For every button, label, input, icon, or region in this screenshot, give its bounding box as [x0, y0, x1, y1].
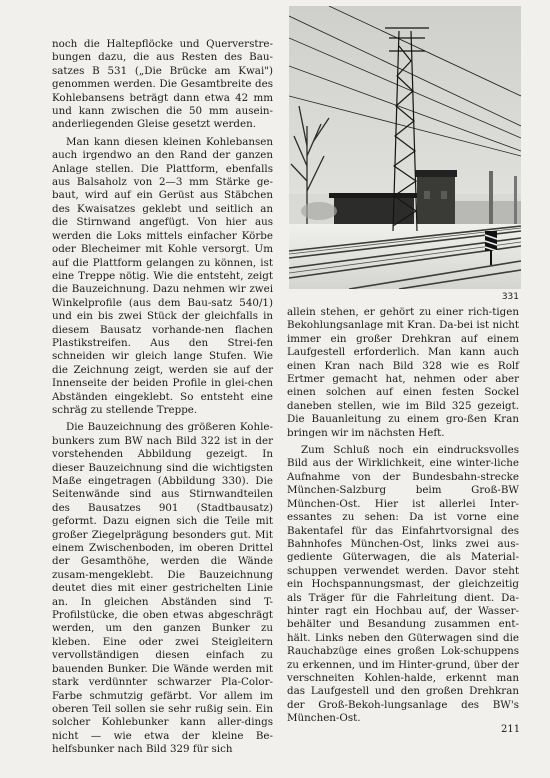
- right-text-column: [287, 306, 519, 730]
- left-text-column: [52, 38, 273, 761]
- page-number: 211: [501, 724, 521, 735]
- paragraph: Man kann diesen kleinen Kohlebansen auch irgendwo an den Rand der ganzen Anlage stellen. Die Plattform, ebenfalls aus Balsaholz von 2—3 mm Stärke ge-baut, wird auf ein Gerüst aus Stäbchen des Kwaisatzes geklebt und seitlich an die Stirnwand angefügt. Von hier aus werden die Loks mittels einfacher Körbe oder Blecheimer mit Kohle versorgt. Um auf die Plattform gelangen zu können, ist eine Treppe nötig. Wie die entsteht, zeigt die Bauzeichnung. Dazu nehmen wir zwei Winkelprofile (aus dem Bau-satz 540/1) und ein bis zwei Stück der gleichfalls in diesem Bausatz vorhande-nen flachen Plastikstreifen. Aus den Strei-fen schneiden wir gleich lange Stufen. Wie die Zeichnung zeigt, werden sie auf der Innenseite der beiden Profile in glei-chen Abständen eingeklebt. So entsteht eine schräg zu stellende Treppe.: [52, 135, 273, 416]
- paragraph: Die Bauzeichnung des größeren Kohle-bunkers zum BW nach Bild 322 ist in der vorstehenden Abbildung gezeigt. In dieser Bauzeichnung sind die wichtigsten Maße eingetragen (Abbildung 330). Die Seitenwände sind aus Stirnwandteilen des Bausatzes 901 (Stadtbausatz) geformt. Dazu eignen sich die Teile mit großer Ziegelprägung besonders gut. Mit einem Zwischenboden, im oberen Drittel der Gesamthöhe, werden die Wände zusam-mengeklebt. Die Bauzeichnung deutet dies mit einer gestrichelten Linie an. In gleichen Abständen sind T-Profilstücke, die oben etwas abgeschrägt werden, um den ganzen Bunker zu kleben. Eine oder zwei Steigleitern vervollständigen diesen einfach zu bauenden Bunker. Die Wände werden mit stark verdünnter schwarzer Pla-Color-Farbe schmutzig gefärbt. Vor allem im oberen Teil sollen sie sehr rußig sein. Ein solcher Kohlebunker kann aller-dings nicht — wie etwa der kleine Be-helfsbunker nach Bild 329 für sich: [52, 421, 273, 756]
- railway-winter-photo: [289, 6, 521, 289]
- paragraph: allein stehen, er gehört zu einer rich-tigen Bekohlungsanlage mit Kran. Da-bei ist nicht immer ein großer Drehkran auf einem Laufgestell erforderlich. Man kann auch einen Kran nach Bild 328 wie es Rolf Ertmer gemacht hat, nehmen oder aber einen solchen auf einen festen Sockel daneben stellen, wie im Bild 325 gezeigt. Die Bauanleitung zu einem gro-ßen Kran bringen wir im nächsten Heft.: [287, 306, 519, 439]
- figure-number: 331: [501, 292, 519, 302]
- photo-illustration: [289, 6, 521, 289]
- paragraph: Zum Schluß noch ein eindrucksvolles Bild aus der Wirklichkeit, eine winter-liche Aufnahme von der Bundesbahn-strecke München-Salzburg beim Groß-BW München-Ost. Hier ist allerlei Inter-essantes zu sehen: Da ist vorne eine Bakentafel für das Einfahrtvorsignal des Bahnhofes München-Ost, links zwei aus-gediente Güterwagen, die als Material-schuppen verwendet werden. Davor steht ein Hochspannungsmast, der gleichzeitig als Träger für die Fahrleitung dient. Da-hinter ragt ein Hochbau auf, der Wasser-behälter und Besandung zusammen ent-hält. Links neben den Güterwagen sind die Rauchabzüge eines großen Lok-schuppens zu erkennen, und im Hinter-grund, über der verschneiten Kohlen-halde, erkennt man das Laufgestell und den großen Drehkran der Groß-Bekoh-lungsanlage des BW's München-Ost.: [287, 444, 519, 725]
- paragraph: noch die Haltepflöcke und Querverstre-bungen dazu, die aus Resten des Bau-satzes B 531 („Die Brücke am Kwai") genommen werden. Die Gesamtbreite des Kohlebansens beträgt dann etwa 42 mm und kann zwischen die 50 mm ausein-anderliegenden Gleise gesetzt werden.: [52, 38, 273, 131]
